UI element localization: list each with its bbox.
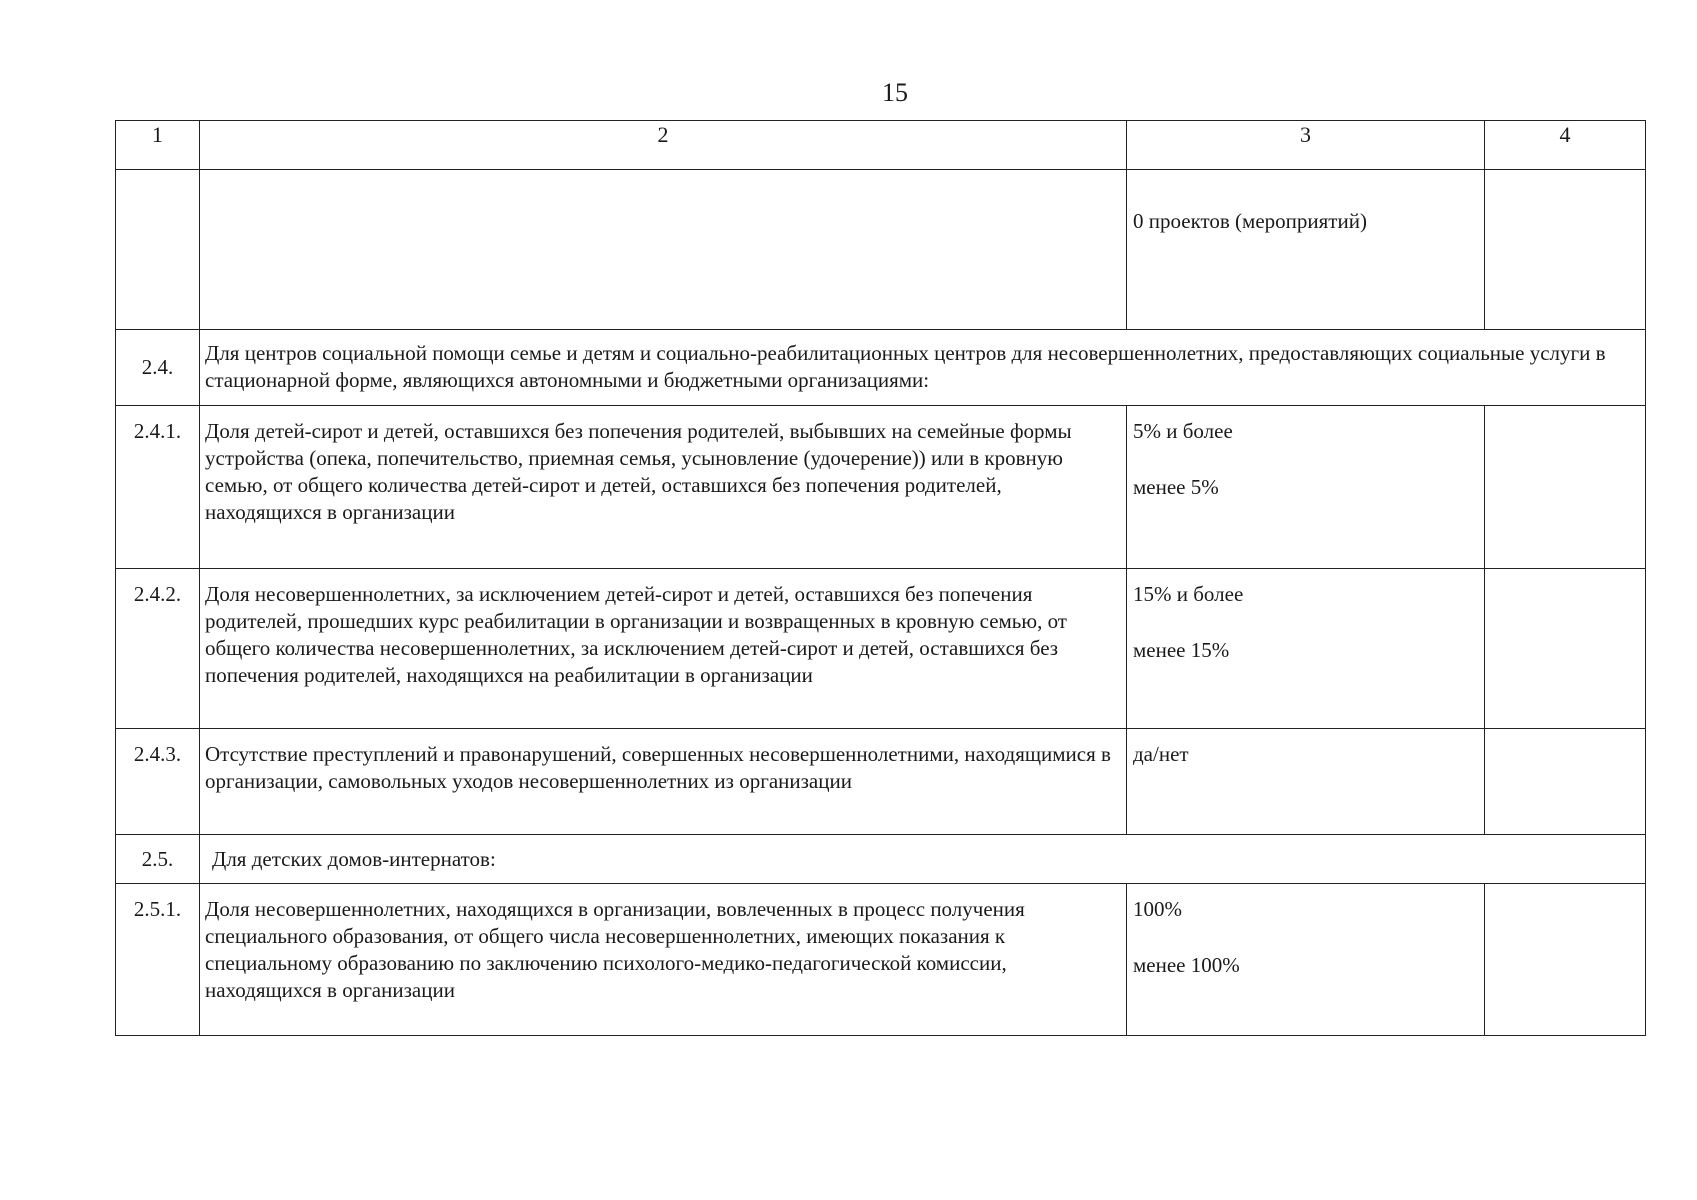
- criteria-table: [115, 120, 1646, 1036]
- table-row: [116, 569, 1646, 729]
- row-score: [1485, 406, 1646, 569]
- row-number: 2.4.1.: [116, 406, 200, 569]
- row-value: 15% и более: [1133, 582, 1244, 606]
- row-value: 0 проектов (мероприятий): [1133, 209, 1367, 233]
- row-value: менее 5%: [1133, 475, 1219, 499]
- row-value: да/нет: [1133, 742, 1189, 766]
- row-number: 2.4.2.: [116, 569, 200, 729]
- row-criterion: Доля несовершеннолетних, за исключением детей-сирот и детей, оставшихся без попечения родителей, прошедших курс реабилитации в организации и возвращенных в кровную семью, от общего количества несовершеннолетних, за исключением детей-сирот и детей, оставшихся без попечения родителей, находящихся на реабилитации в организации: [200, 569, 1127, 729]
- section-row: [116, 835, 1646, 884]
- row-number: [116, 170, 200, 330]
- row-values: [1127, 170, 1485, 330]
- section-title: Для детских домов-интернатов:: [200, 835, 1646, 884]
- page-number: 15: [882, 78, 908, 107]
- table-header-row: [116, 121, 1646, 170]
- section-number: 2.4.: [116, 330, 200, 406]
- row-values: [1127, 729, 1485, 835]
- section-row: [116, 330, 1646, 406]
- row-values: [1127, 884, 1485, 1036]
- row-criterion: [200, 170, 1127, 330]
- section-number: 2.5.: [116, 835, 200, 884]
- row-number: 2.5.1.: [116, 884, 200, 1036]
- row-criterion: Отсутствие преступлений и правонарушений, совершенных несовершеннолетними, находящимися в организации, самовольных уходов несовершеннолетних из организации: [200, 729, 1127, 835]
- row-value: менее 15%: [1133, 638, 1230, 662]
- row-value: 100%: [1133, 897, 1182, 921]
- column-header-1: 1: [116, 121, 200, 170]
- row-criterion: Доля детей-сирот и детей, оставшихся без попечения родителей, выбывших на семейные формы устройства (опека, попечительство, приемная семья, усыновление (удочерение)) или в кровную семью, от общего количества детей-сирот и детей, оставшихся без попечения родителей, находящихся в организации: [200, 406, 1127, 569]
- row-score: [1485, 170, 1646, 330]
- table-row: [116, 729, 1646, 835]
- row-score: [1485, 884, 1646, 1036]
- row-value: менее 100%: [1133, 953, 1240, 977]
- row-values: [1127, 569, 1485, 729]
- row-score: [1485, 569, 1646, 729]
- row-score: [1485, 729, 1646, 835]
- row-values: [1127, 406, 1485, 569]
- table-row: [116, 884, 1646, 1036]
- column-header-4: 4: [1485, 121, 1646, 170]
- row-value: 5% и более: [1133, 419, 1233, 443]
- table-row: [116, 170, 1646, 330]
- row-criterion: Доля несовершеннолетних, находящихся в организации, вовлеченных в процесс получения специального образования, от общего числа несовершеннолетних, имеющих показания к специальному образованию по заключению психолого-медико-педагогической комиссии, находящихся в организации: [200, 884, 1127, 1036]
- column-header-3: 3: [1127, 121, 1485, 170]
- row-number: 2.4.3.: [116, 729, 200, 835]
- column-header-2: 2: [200, 121, 1127, 170]
- table-row: [116, 406, 1646, 569]
- section-title: Для центров социальной помощи семье и детям и социально-реабилитационных центров для несовершеннолетних, предоставляющих социальные услуги в стационарной форме, являющихся автономными и бюджетными организациями:: [200, 330, 1646, 406]
